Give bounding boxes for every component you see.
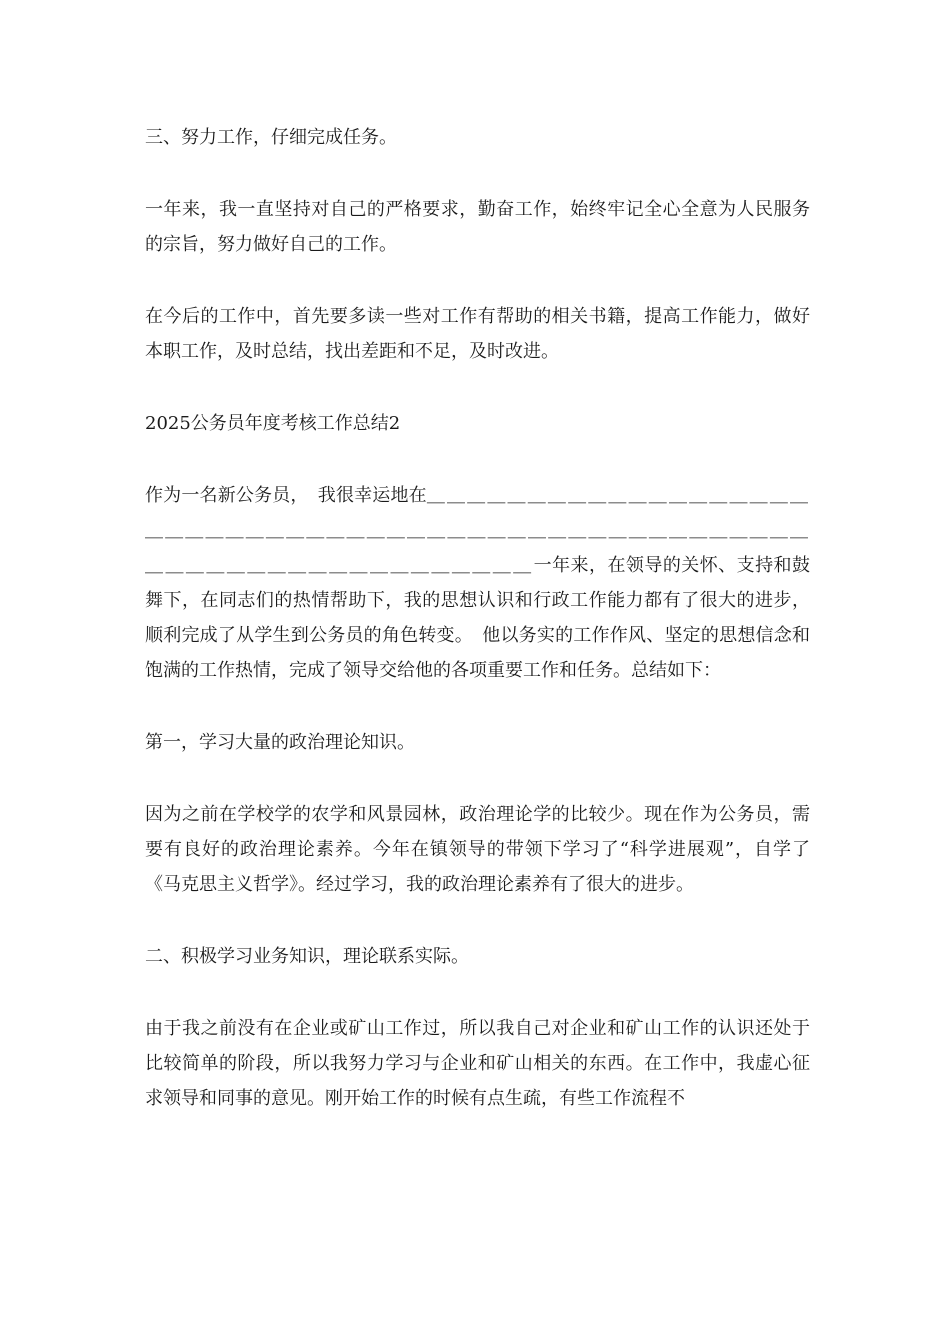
body-paragraph: 一年来，我一直坚持对自己的严格要求，勤奋工作，始终牢记全心全意为人民服务的宗旨，努力做好自己的工作。: [145, 199, 810, 255]
fill-in-blank: ＿＿＿＿＿＿＿＿＿＿＿＿＿＿＿＿＿＿＿＿＿＿＿＿＿＿＿＿＿＿＿＿＿＿＿＿＿＿＿＿＿＿＿＿＿＿＿＿＿＿＿＿＿＿＿＿＿＿＿＿＿＿＿＿＿＿＿＿＿＿＿: [145, 485, 811, 576]
document-page: [145, 120, 810, 1116]
section-heading-3: 三、努力工作，仔细完成任务。: [145, 127, 397, 148]
body-paragraph: 因为之前在学校学的农学和风景园林，政治理论学的比较少。现在作为公务员，需要有良好的政治理论素养。今年在镇领导的带领下学习了“科学进展观”，自学了《马克思主义哲学》。经过学习，我的政治理论素养有了很大的进步。: [145, 804, 810, 895]
section-heading-1: 第一，学习大量的政治理论知识。: [145, 732, 415, 753]
body-paragraph: 在今后的工作中，首先要多读一些对工作有帮助的相关书籍，提高工作能力，做好本职工作，及时总结，找出差距和不足，及时改进。: [145, 306, 810, 362]
section-heading-2: 二、积极学习业务知识，理论联系实际。: [145, 946, 469, 967]
intro-rest: 一年来，在领导的关怀、支持和鼓舞下，在同志们的热情帮助下，我的思想认识和行政工作能力都有了很大的进步，顺利完成了从学生到公务员的角色转变。 他以务实的工作作风、坚定的思想信念和饱满的工作热情，完成了领导交给他的各项重要工作和任务。总结如下：: [145, 555, 811, 681]
intro-lead: 作为一名新公务员， 我很幸运地在: [145, 485, 427, 506]
intro-paragraph: [145, 478, 810, 688]
body-paragraph: 由于我之前没有在企业或矿山工作过，所以我自己对企业和矿山工作的认识还处于比较简单的阶段，所以我努力学习与企业和矿山相关的东西。在工作中，我虚心征求领导和同事的意见。刚开始工作的时候有点生疏，有些工作流程不: [145, 1018, 810, 1109]
document-title: 2025公务员年度考核工作总结2: [145, 413, 401, 434]
